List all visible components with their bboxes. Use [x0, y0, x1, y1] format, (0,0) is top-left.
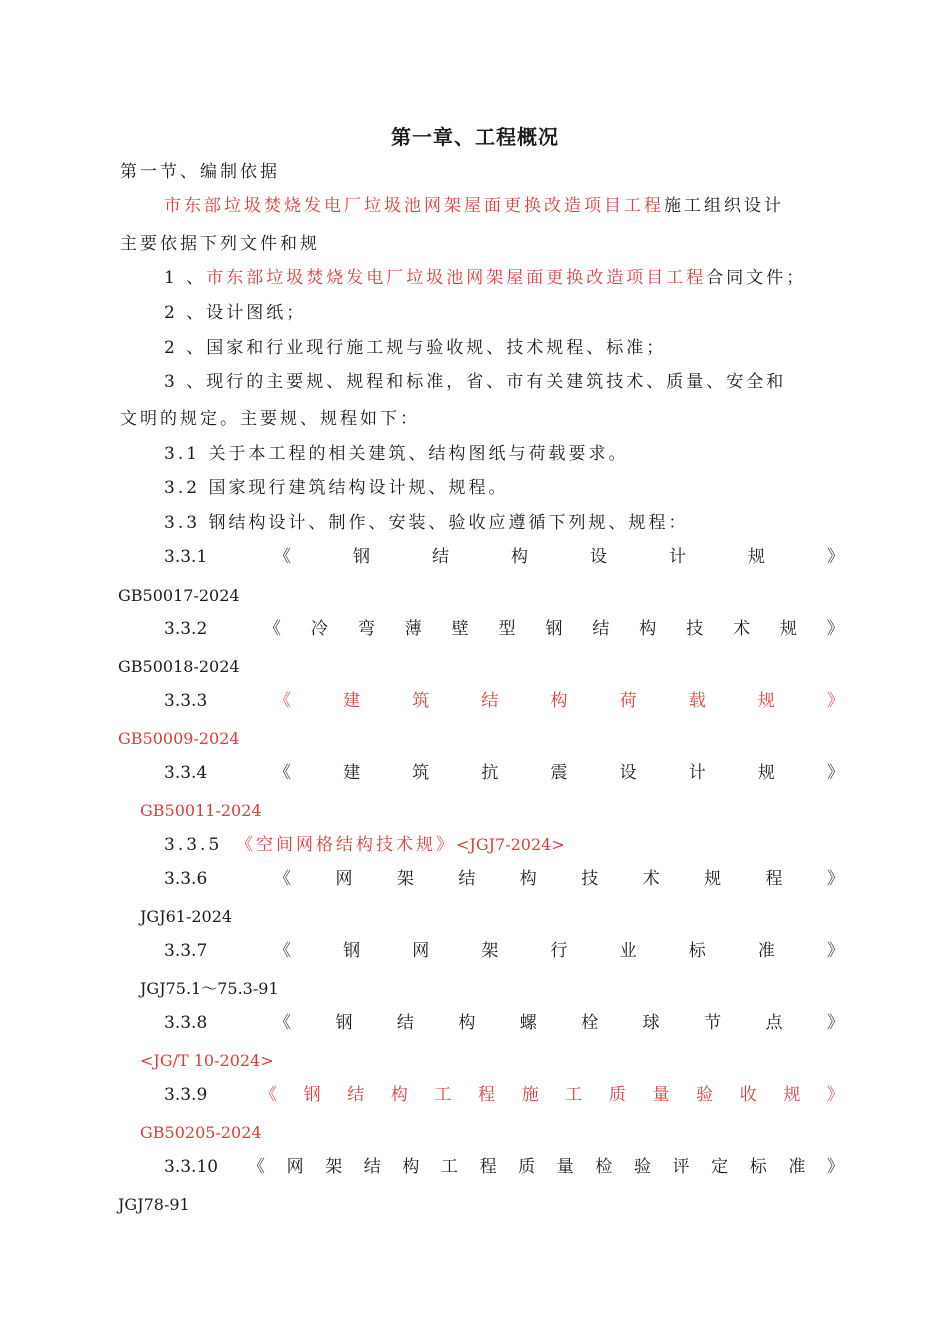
standard-number: 3.3.7 [164, 941, 208, 961]
standard-name-char: 栓 [581, 1013, 599, 1033]
standard-name-char: 结 [347, 1085, 365, 1105]
standard-name-char: 震 [550, 763, 568, 783]
standard-name-char: 建 [343, 763, 361, 783]
standard-name [234, 940, 844, 962]
standard-name-char: 规 [757, 691, 775, 711]
standard-number: 3.3.5 [164, 835, 223, 855]
standard-name-char: 工 [440, 1157, 458, 1177]
standard-name [234, 868, 844, 890]
standard-item [164, 546, 844, 568]
standard-name [234, 546, 844, 568]
standard-name [234, 690, 844, 712]
standard-name-char: 构 [511, 547, 528, 567]
standard-name-char: 工 [565, 1085, 583, 1105]
standard-name-char: 建 [343, 691, 361, 711]
standard-name-char: 荷 [619, 691, 637, 711]
standard-item [164, 1084, 844, 1106]
standard-code: GB50009-2024 [118, 729, 240, 748]
standard-code: GB50017-2024 [118, 586, 240, 605]
standard-number: 3.3.4 [164, 763, 208, 783]
standard-name-char: 验 [633, 1157, 651, 1177]
standard-code: GB50011-2024 [140, 801, 262, 820]
standard-name-char: 结 [481, 691, 499, 711]
standard-name-char: 构 [639, 619, 657, 639]
standard-item [164, 1012, 844, 1034]
standard-name-char: 《 [274, 1013, 291, 1033]
item-3-1: 3.1 关于本工程的相关建筑、结构图纸与荷载要求。 [164, 444, 629, 464]
standard-name-char: 》 [826, 1013, 844, 1033]
section-heading: 第一节、编制依据 [120, 162, 280, 182]
standard-name-char: 钢 [343, 941, 361, 961]
standard-name-char: 计 [688, 763, 706, 783]
standard-number: 3.3.2 [164, 619, 208, 639]
standard-name-char: 《 [274, 941, 291, 961]
standard-name-char: 规 [757, 763, 775, 783]
standard-name-char: 术 [733, 619, 751, 639]
standard-name-char: 施 [521, 1085, 539, 1105]
standard-name-char: 结 [363, 1157, 381, 1177]
standard-name-char: 规 [779, 619, 797, 639]
standard-name-char: 评 [672, 1157, 690, 1177]
standard-name-char: 网 [335, 869, 353, 889]
standard-name-char: 构 [550, 691, 568, 711]
item-1 [164, 267, 806, 289]
standard-name-char: 量 [652, 1085, 670, 1105]
standard-name-char: 载 [688, 691, 706, 711]
standard-name-char: 质 [608, 1085, 626, 1105]
standard-name-char: 架 [325, 1157, 343, 1177]
standard-name-char: 钢 [545, 619, 563, 639]
standard-item [164, 1156, 844, 1178]
item-1-project-name: 市东部垃圾焚烧发电厂垃圾池网架屋面更换改造项目工程 [206, 268, 707, 288]
standard-name-char: 》 [827, 547, 844, 567]
standard-name-char: 架 [396, 869, 414, 889]
standard-name [234, 618, 844, 640]
standard-name-char: 程 [765, 869, 783, 889]
standard-name-char: 结 [592, 619, 610, 639]
standard-name-char: 技 [686, 619, 704, 639]
standard-name [234, 762, 844, 784]
standard-item [164, 618, 844, 640]
intro-line-1 [164, 195, 784, 217]
standard-name-char: 筑 [412, 691, 430, 711]
standard-code: JGJ75.1～75.3-91 [140, 979, 279, 998]
standard-name-char: 》 [826, 869, 844, 889]
standard-name-char: 标 [688, 941, 706, 961]
item-3-line-2: 文明的规定。主要规、规程如下： [120, 409, 420, 429]
standard-code: GB50205-2024 [140, 1123, 262, 1142]
standard-name-char: 《 [264, 619, 281, 639]
standard-name-char: 钢 [303, 1085, 321, 1105]
standard-code: <JG/T 10-2024> [140, 1051, 274, 1070]
standard-name-char: 程 [479, 1157, 497, 1177]
standard-name-char: 构 [519, 869, 537, 889]
standard-name-char: 冷 [310, 619, 328, 639]
standard-name-char: 筑 [412, 763, 430, 783]
standard-code: JGJ78-91 [118, 1195, 190, 1214]
standard-name-char: 设 [619, 763, 637, 783]
standard-name [234, 1156, 844, 1178]
standard-item [164, 868, 844, 890]
item-2b: 2 、国家和行业现行施工规与验收规、技术规程、标准； [164, 338, 667, 358]
item-3-3: 3.3 钢结构设计、制作、安装、验收应遵循下列规、规程： [164, 513, 689, 533]
item-3-line-1: 3 、现行的主要规、规程和标准，省、市有关建筑技术、质量、安全和 [164, 372, 787, 392]
standard-name-char: 结 [458, 869, 476, 889]
standard-name-char: 技 [581, 869, 599, 889]
standard-name-char: 程 [478, 1085, 496, 1105]
standard-name-char: 钢 [335, 1013, 353, 1033]
standard-number: 3.3.1 [164, 547, 208, 567]
standard-number: 3.3.8 [164, 1013, 208, 1033]
standard-number: 3.3.3 [164, 691, 208, 711]
standard-name-char: 架 [481, 941, 499, 961]
item-1-prefix: 1 、 [164, 268, 207, 288]
standard-number: 3.3.10 [164, 1157, 219, 1177]
intro-suffix: 施工组织设计 [664, 196, 784, 216]
standard-name-char: 准 [788, 1157, 806, 1177]
chapter-title: 第一章、工程概况 [391, 125, 559, 149]
standard-name-char: 《 [274, 763, 291, 783]
standard-name-char: 工 [434, 1085, 452, 1105]
standard-name-char: 《 [274, 547, 291, 567]
standard-name-char: 点 [765, 1013, 783, 1033]
standard-name-char: 》 [826, 1085, 844, 1105]
standard-name-char: 螺 [519, 1013, 537, 1033]
standard-name-char: 质 [518, 1157, 536, 1177]
standard-name-char: 结 [432, 547, 449, 567]
standard-name-char: 抗 [481, 763, 499, 783]
standard-code: <JGJ7-2024> [456, 835, 565, 854]
standard-name-char: 收 [739, 1085, 757, 1105]
standard-name-char: 《 [260, 1085, 277, 1105]
standard-name [234, 1012, 844, 1034]
standard-name-char: 构 [458, 1013, 476, 1033]
standard-name-char: 构 [402, 1157, 420, 1177]
standard-name-char: 检 [595, 1157, 613, 1177]
standard-name-char: 规 [704, 869, 722, 889]
standard-name-char: 《 [274, 691, 291, 711]
standard-name-char: 标 [749, 1157, 767, 1177]
standard-name-char: 量 [556, 1157, 574, 1177]
standard-name-char: 定 [711, 1157, 729, 1177]
standard-code: JGJ61-2024 [140, 907, 233, 926]
standard-name-char: 》 [827, 763, 844, 783]
standard-name-char: 《 [248, 1157, 265, 1177]
standard-name-char: 壁 [451, 619, 469, 639]
standard-number: 3.3.9 [164, 1085, 208, 1105]
standard-name-char: 规 [783, 1085, 801, 1105]
project-name: 市东部垃圾焚烧发电厂垃圾池网架屋面更换改造项目工程 [164, 196, 664, 216]
standard-name-char: 钢 [353, 547, 370, 567]
standard-name-char: 》 [827, 691, 844, 711]
standard-name-char: 业 [619, 941, 637, 961]
standard-name-char: 构 [390, 1085, 408, 1105]
standard-name-char: 术 [642, 869, 660, 889]
standard-name-char: 设 [590, 547, 607, 567]
standard-name-char: 》 [826, 619, 844, 639]
item-2a: 2 、设计图纸； [164, 303, 307, 323]
standard-name-char: 球 [642, 1013, 660, 1033]
standard-name: 《空间网格结构技术规》 [236, 835, 456, 855]
standard-name-char: 》 [827, 941, 844, 961]
standard-code: GB50018-2024 [118, 657, 240, 676]
standard-name-char: 结 [396, 1013, 414, 1033]
standard-number: 3.3.6 [164, 869, 208, 889]
standard-name-char: 网 [412, 941, 430, 961]
standard-item [164, 834, 565, 856]
standard-name-char: 节 [704, 1013, 722, 1033]
standard-name-char: 行 [550, 941, 568, 961]
standard-name-char: 规 [748, 547, 765, 567]
standard-name [234, 1084, 844, 1106]
standard-name-char: 准 [757, 941, 775, 961]
standard-name-char: 《 [274, 869, 291, 889]
standard-item [164, 940, 844, 962]
standard-item [164, 690, 844, 712]
item-1-suffix: 合同文件； [706, 268, 807, 288]
standard-name-char: 验 [696, 1085, 714, 1105]
standard-item [164, 762, 844, 784]
standard-name-char: 计 [669, 547, 686, 567]
standard-name-char: 》 [826, 1157, 844, 1177]
intro-line-2: 主要依据下列文件和规 [120, 234, 320, 254]
standard-name-char: 网 [286, 1157, 304, 1177]
item-3-2: 3.2 国家现行建筑结构设计规、规程。 [164, 478, 509, 498]
standard-name-char: 弯 [357, 619, 375, 639]
standard-name-char: 薄 [404, 619, 422, 639]
standard-name-char: 型 [498, 619, 516, 639]
